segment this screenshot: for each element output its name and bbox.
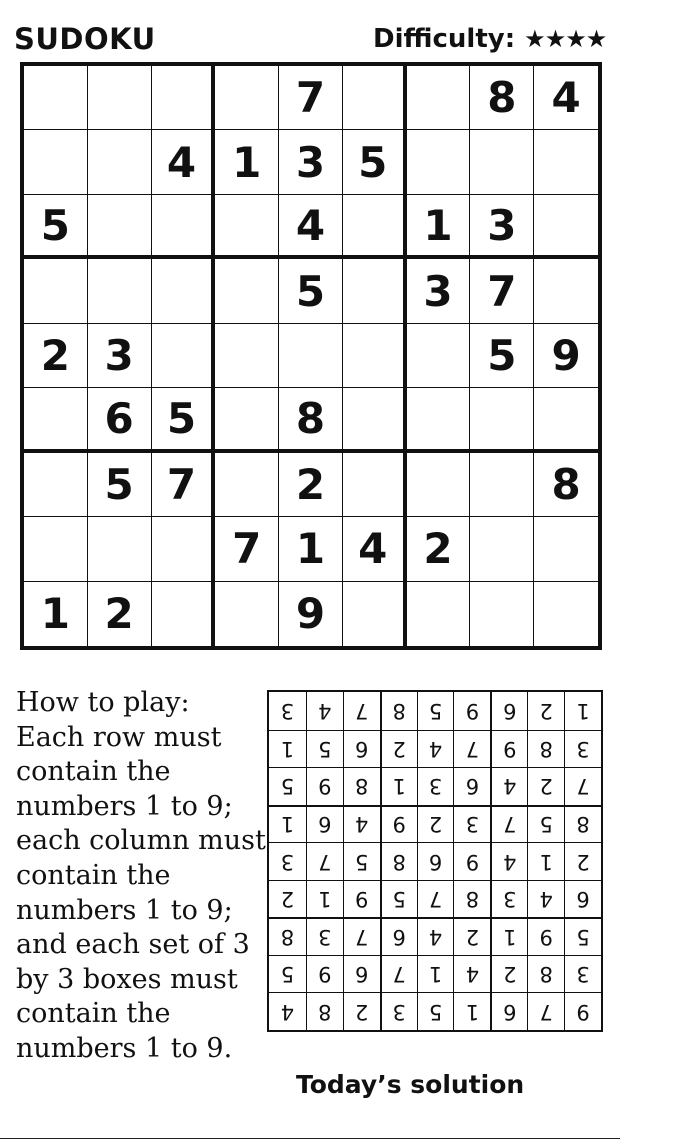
solution-cell-r1-c8: 8 [306,992,343,1030]
board-cell-r7-c5[interactable]: 2 [279,453,343,517]
solution-cell-r6-c8: 6 [306,805,343,843]
board-cell-r8-c7[interactable]: 2 [407,517,471,581]
solution-cell-r6-c5: 2 [417,805,454,843]
solution-cell-r9-c8: 4 [306,692,343,730]
solution-cell-r7-c8: 9 [306,767,343,805]
board-cell-r2-c1[interactable] [24,130,88,194]
board-cell-r4-c3[interactable] [152,259,216,323]
solution-cell-r4-c7: 9 [343,880,380,918]
board-cell-r7-c4[interactable] [215,453,279,517]
solution-cell-r6-c9: 1 [269,805,306,843]
solution-cell-r1-c3: 6 [490,992,527,1030]
sudoku-board [20,62,602,650]
solution-cell-r4-c4: 8 [453,880,490,918]
solution-cell-r9-c3: 6 [490,692,527,730]
board-cell-r3-c9[interactable] [534,195,598,259]
solution-cell-r2-c7: 6 [343,955,380,993]
board-cell-r2-c2[interactable] [88,130,152,194]
board-cell-r4-c7[interactable]: 3 [407,259,471,323]
board-cell-r2-c6[interactable]: 5 [343,130,407,194]
board-cell-r1-c7[interactable] [407,66,471,130]
solution-cell-r2-c9: 5 [269,955,306,993]
board-cell-r9-c7[interactable] [407,582,471,646]
solution-cell-r5-c9: 3 [269,842,306,880]
board-cell-r4-c8[interactable]: 7 [470,259,534,323]
solution-cell-r8-c9: 1 [269,730,306,768]
solution-cell-r8-c1: 3 [564,730,601,768]
solution-cell-r5-c4: 9 [453,842,490,880]
board-cell-r3-c4[interactable] [215,195,279,259]
solution-cell-r1-c2: 7 [527,992,564,1030]
solution-cell-r9-c7: 7 [343,692,380,730]
solution-cell-r4-c8: 1 [306,880,343,918]
difficulty-stars: ★★★★ [524,25,607,53]
solution-cell-r8-c4: 7 [453,730,490,768]
board-cell-r5-c4[interactable] [215,324,279,388]
solution-cell-r6-c1: 8 [564,805,601,843]
solution-cell-r5-c6: 8 [380,842,417,880]
board-cell-r8-c4[interactable]: 7 [215,517,279,581]
solution-cell-r3-c1: 5 [564,917,601,955]
how-to-play-text: How to play: Each row must contain the numbers 1 to 9; each column must contain the numbers 1 to 9; and each set of 3 by 3 boxes must contain the numbers 1 to 9. [16,687,266,1064]
solution-cell-r8-c6: 2 [380,730,417,768]
solution-cell-r5-c5: 6 [417,842,454,880]
board-cell-r1-c3[interactable] [152,66,216,130]
board-cell-r8-c8[interactable] [470,517,534,581]
board-cell-r6-c3[interactable]: 5 [152,388,216,452]
solution-cell-r4-c2: 4 [527,880,564,918]
board-cell-r7-c7[interactable] [407,453,471,517]
board-cell-r8-c9[interactable] [534,517,598,581]
solution-cell-r2-c6: 7 [380,955,417,993]
solution-cell-r7-c1: 7 [564,767,601,805]
solution-cell-r3-c4: 2 [453,917,490,955]
solution-cell-r3-c3: 1 [490,917,527,955]
board-cell-r7-c3[interactable]: 7 [152,453,216,517]
board-cell-r2-c7[interactable] [407,130,471,194]
board-cell-r8-c1[interactable] [24,517,88,581]
solution-cell-r4-c9: 2 [269,880,306,918]
board-cell-r5-c3[interactable] [152,324,216,388]
solution-cell-r7-c3: 4 [490,767,527,805]
solution-cell-r2-c3: 2 [490,955,527,993]
solution-cell-r9-c5: 5 [417,692,454,730]
board-cell-r1-c4[interactable] [215,66,279,130]
board-cell-r4-c1[interactable] [24,259,88,323]
board-cell-r3-c3[interactable] [152,195,216,259]
board-cell-r9-c2[interactable]: 2 [88,582,152,646]
board-cell-r7-c2[interactable]: 5 [88,453,152,517]
solution-cell-r8-c8: 5 [306,730,343,768]
board-cell-r7-c6[interactable] [343,453,407,517]
solution-cell-r2-c1: 3 [564,955,601,993]
solution-cell-r7-c2: 2 [527,767,564,805]
solution-cell-r3-c2: 9 [527,917,564,955]
solution-cell-r5-c1: 2 [564,842,601,880]
board-cell-r9-c5[interactable]: 9 [279,582,343,646]
board-cell-r9-c1[interactable]: 1 [24,582,88,646]
solution-cell-r8-c3: 9 [490,730,527,768]
board-cell-r5-c6[interactable] [343,324,407,388]
board-cell-r6-c7[interactable] [407,388,471,452]
board-cell-r4-c5[interactable]: 5 [279,259,343,323]
solution-cell-r3-c9: 8 [269,917,306,955]
solution-cell-r1-c9: 4 [269,992,306,1030]
board-cell-r5-c2[interactable]: 3 [88,324,152,388]
solution-cell-r7-c5: 3 [417,767,454,805]
board-cell-r6-c9[interactable] [534,388,598,452]
solution-cell-r4-c1: 6 [564,880,601,918]
solution-cell-r3-c5: 4 [417,917,454,955]
solution-cell-r5-c3: 4 [490,842,527,880]
solution-cell-r5-c7: 5 [343,842,380,880]
board-cell-r6-c2[interactable]: 6 [88,388,152,452]
board-cell-r2-c3[interactable]: 4 [152,130,216,194]
board-cell-r9-c4[interactable] [215,582,279,646]
solution-grid [267,690,603,1032]
solution-cell-r9-c4: 9 [453,692,490,730]
board-cell-r4-c2[interactable] [88,259,152,323]
board-cell-r2-c5[interactable]: 3 [279,130,343,194]
solution-cell-r7-c4: 6 [453,767,490,805]
solution-cell-r3-c8: 3 [306,917,343,955]
solution-cell-r3-c6: 6 [380,917,417,955]
board-cell-r2-c8[interactable] [470,130,534,194]
solution-cell-r7-c7: 8 [343,767,380,805]
board-cell-r2-c9[interactable] [534,130,598,194]
solution-cell-r6-c4: 3 [453,805,490,843]
solution-label: Today’s solution [296,1070,525,1099]
solution-cell-r9-c9: 3 [280,698,295,723]
solution-cell-r5-c2: 1 [527,842,564,880]
solution-cell-r9-c6: 8 [380,692,417,730]
solution-cell-r1-c5: 5 [417,992,454,1030]
board-cell-r5-c1[interactable]: 2 [24,324,88,388]
solution-cell-r8-c7: 6 [343,730,380,768]
board-cell-r3-c7[interactable]: 1 [407,195,471,259]
board-cell-r6-c1[interactable] [24,388,88,452]
board-cell-r1-c8[interactable]: 8 [470,66,534,130]
solution-cell-r6-c6: 9 [380,805,417,843]
puzzle-title: SUDOKU [14,22,156,56]
board-cell-r5-c8[interactable]: 5 [470,324,534,388]
difficulty-label: Difficulty: [373,24,516,54]
solution-cell-r2-c5: 1 [417,955,454,993]
board-cell-r3-c8[interactable]: 3 [470,195,534,259]
solution-cell-r4-c3: 3 [490,880,527,918]
board-cell-r3-c2[interactable] [88,195,152,259]
solution-cell-r2-c4: 4 [453,955,490,993]
board-cell-r5-c9[interactable]: 9 [534,324,598,388]
board-cell-r3-c6[interactable] [343,195,407,259]
board-cell-r7-c8[interactable] [470,453,534,517]
board-cell-r8-c3[interactable] [152,517,216,581]
solution-cell-r8-c2: 8 [527,730,564,768]
solution-cell-r1-c1: 9 [564,992,601,1030]
solution-cell-r7-c6: 1 [380,767,417,805]
board-cell-r6-c6[interactable] [343,388,407,452]
board-cell-r9-c6[interactable] [343,582,407,646]
board-cell-r8-c2[interactable] [88,517,152,581]
board-cell-r4-c6[interactable] [343,259,407,323]
board-cell-r7-c9[interactable]: 8 [534,453,598,517]
board-cell-r1-c9[interactable]: 4 [534,66,598,130]
board-cell-r6-c4[interactable] [215,388,279,452]
board-cell-r8-c6[interactable]: 4 [343,517,407,581]
board-cell-r1-c1[interactable] [24,66,88,130]
board-cell-r9-c3[interactable] [152,582,216,646]
board-cell-r1-c5[interactable]: 7 [279,66,343,130]
board-cell-r5-c5[interactable] [279,324,343,388]
board-cell-r1-c6[interactable] [343,66,407,130]
solution-cell-r8-c5: 4 [417,730,454,768]
solution-cell-r3-c7: 7 [343,917,380,955]
board-cell-r9-c8[interactable] [470,582,534,646]
solution-cell-r2-c8: 9 [306,955,343,993]
board-cell-r5-c7[interactable] [407,324,471,388]
solution-cell-r1-c4: 1 [453,992,490,1030]
solution-cell-r2-c2: 8 [527,955,564,993]
solution-cell-r7-c9: 5 [269,767,306,805]
board-cell-r3-c5[interactable]: 4 [279,195,343,259]
difficulty-rating [373,24,606,54]
board-cell-r7-c1[interactable] [24,453,88,517]
solution-cell-r6-c2: 5 [527,805,564,843]
board-cell-r4-c4[interactable] [215,259,279,323]
solution-cell-r6-c7: 4 [343,805,380,843]
solution-cell-r6-c3: 7 [490,805,527,843]
board-cell-r6-c8[interactable] [470,388,534,452]
solution-cell-r4-c6: 5 [380,880,417,918]
board-cell-r1-c2[interactable] [88,66,152,130]
solution-cell-r4-c5: 7 [417,880,454,918]
solution-cell-r5-c8: 7 [306,842,343,880]
board-cell-r3-c1[interactable]: 5 [24,195,88,259]
solution-cell-r9-c1: 1 [564,692,601,730]
board-cell-r8-c5[interactable]: 1 [279,517,343,581]
solution-cell-r9-c2: 2 [527,692,564,730]
board-cell-r6-c5[interactable]: 8 [279,388,343,452]
board-cell-r2-c4[interactable]: 1 [215,130,279,194]
board-cell-r9-c9[interactable] [534,582,598,646]
solution-cell-r1-c6: 3 [380,992,417,1030]
board-cell-r4-c9[interactable] [534,259,598,323]
solution-cell-r1-c7: 2 [343,992,380,1030]
footer-divider [0,1138,620,1139]
